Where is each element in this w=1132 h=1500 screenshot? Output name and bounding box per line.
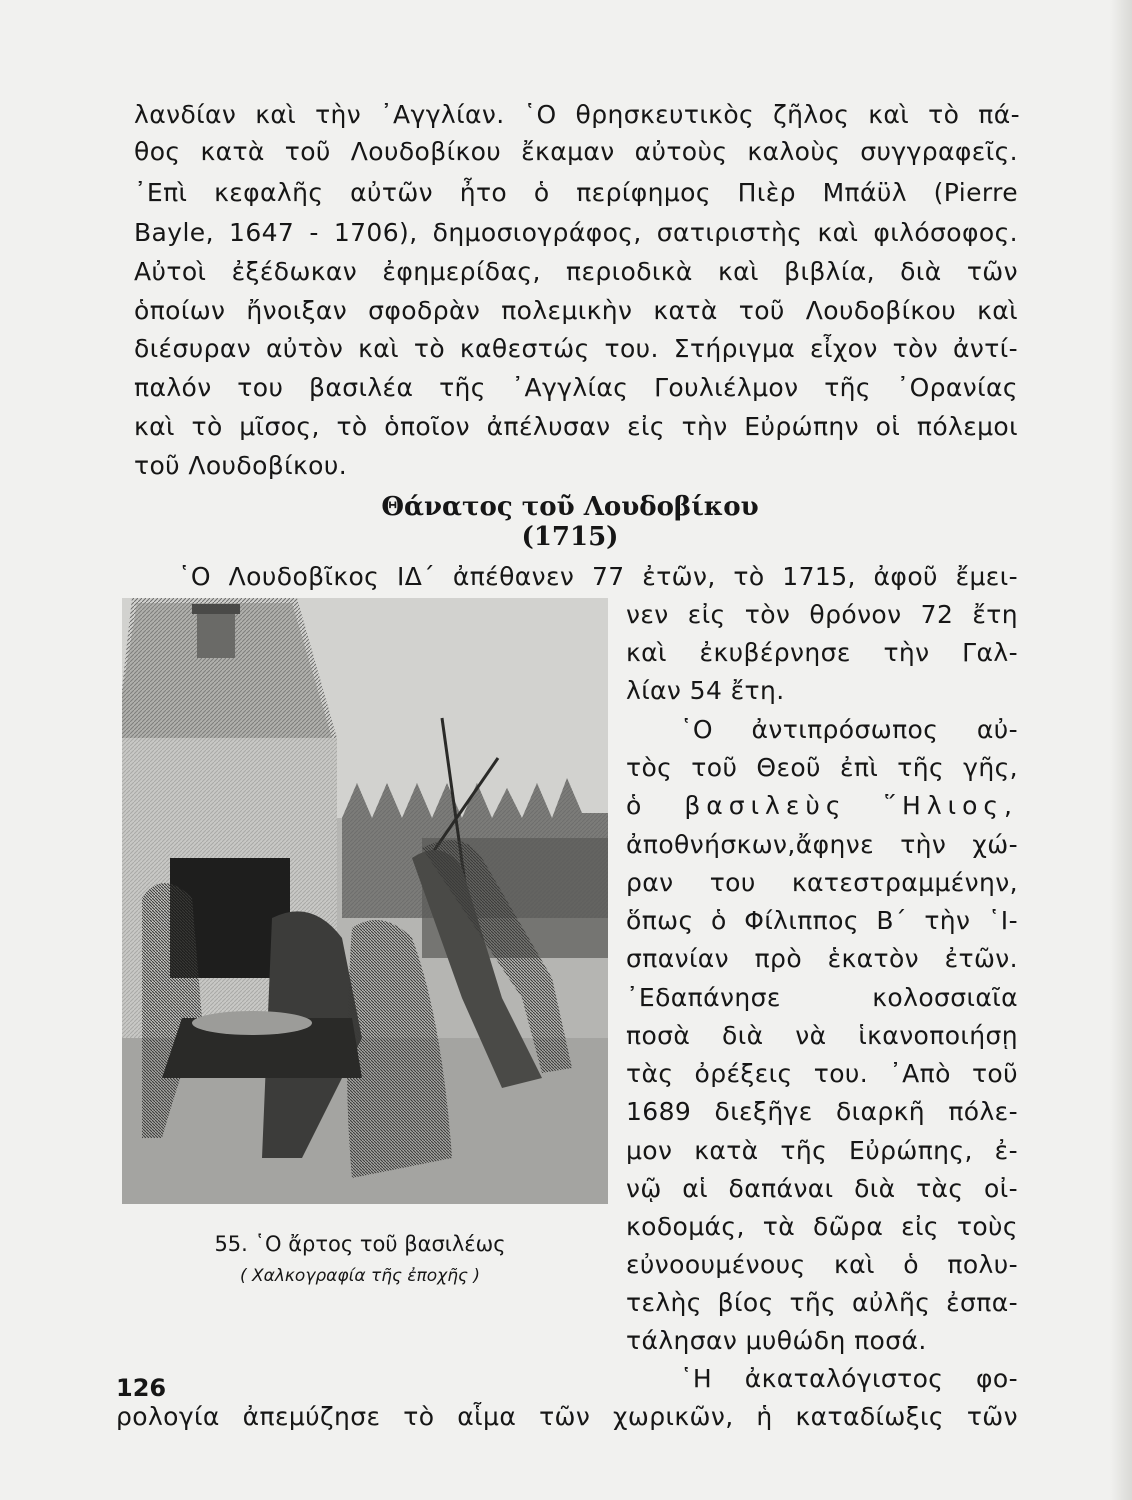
text-line: ρολογία ἀπεμύζησε τὸ αἷμα τῶν χωρικῶν, ἡ καταδίωξις τῶν xyxy=(116,1402,1018,1431)
text-line: ᾿Επὶ κεφαλῆς αὐτῶν ἦτο ὁ περίφημος Πιὲρ Μπάϋλ (Pierre xyxy=(134,178,1018,207)
text-line: τελὴς βίος τῆς αὐλῆς ἐσπα- xyxy=(626,1288,1018,1317)
figure-caption: 55. ῾Ο ἄρτος τοῦ βασιλέως xyxy=(214,1232,506,1256)
text-line: διέσυραν αὐτὸν καὶ τὸ καθεστώς του. Στήριγμα εἶχον τὸν ἀντί- xyxy=(134,334,1018,363)
text-line: Bayle, 1647 - 1706), δημοσιογράφος, σατιριστὴς καὶ φιλόσοφος. xyxy=(134,218,1018,247)
text-line: ὅπως ὁ Φίλιππος Β΄ τὴν ῾Ι- xyxy=(626,906,1018,935)
text-line: ποσὰ διὰ νὰ ἱκανοποιήσῃ xyxy=(626,1021,1018,1050)
text-line: 1689 διεξῆγε διαρκῆ πόλε- xyxy=(626,1097,1018,1126)
text-line: τάλησαν μυθώδη ποσά. xyxy=(626,1326,927,1355)
text-line: τὸς τοῦ Θεοῦ ἐπὶ τῆς γῆς, xyxy=(626,753,1018,782)
text-line: σπανίαν πρὸ ἑκατὸν ἐτῶν. xyxy=(626,944,1018,973)
text-line: ῾Ο Λουδοβῖκος ΙΔ΄ ἀπέθανεν 77 ἐτῶν, τὸ 1715, ἀφοῦ ἔμει- xyxy=(178,562,1018,591)
engraving-figure xyxy=(122,598,608,1204)
text-line: λανδίαν καὶ τὴν ᾿Αγγλίαν. ῾Ο θρησκευτικὸς ζῆλος καὶ τὸ πά- xyxy=(134,100,1020,129)
text-line: ραν του κατεστραμμένην, xyxy=(626,868,1018,897)
page-edge-shadow xyxy=(1110,0,1132,1500)
text-line: νῷ αἱ δαπάναι διὰ τὰς οἰ- xyxy=(626,1174,1018,1203)
text-line: τὰς ὀρέξεις του. ᾿Απὸ τοῦ xyxy=(626,1059,1018,1088)
text-line: λίαν 54 ἔτη. xyxy=(626,676,785,705)
text-line: καὶ ἐκυβέρνησε τὴν Γαλ- xyxy=(626,638,1018,667)
figure-subcaption: ( Χαλκογραφία τῆς ἐποχῆς ) xyxy=(239,1266,481,1286)
text-line: ᾿Εδαπάνησε κολοσσιαῖα xyxy=(626,983,1018,1012)
text-line: κοδομάς, τὰ δῶρα εἰς τοὺς xyxy=(626,1212,1018,1241)
text-line: ῾Η ἀκαταλόγιστος φο- xyxy=(680,1364,1018,1393)
text-line: εὐνοουμένους καὶ ὁ πολυ- xyxy=(626,1250,1018,1279)
text-line: νεν εἰς τὸν θρόνον 72 ἔτη xyxy=(626,600,1018,629)
page-number: 126 xyxy=(116,1374,167,1402)
text-line: ῾Ο ἀντιπρόσωπος αὐ- xyxy=(680,715,1018,744)
text-line: καὶ τὸ μῖσος, τὸ ὁποῖον ἀπέλυσαν εἰς τὴν Εὐρώπην οἱ πόλεμοι xyxy=(134,412,1018,441)
text-line: ὁποίων ἤνοιξαν σφοδρὰν πολεμικὴν κατὰ τοῦ Λουδοβίκου καὶ xyxy=(134,296,1018,325)
text-line: μον κατὰ τῆς Εὐρώπης, ἐ- xyxy=(626,1136,1018,1165)
text-line: θος κατὰ τοῦ Λουδοβίκου ἔκαμαν αὐτοὺς καλοὺς συγγραφεῖς. xyxy=(134,137,1018,166)
text-line: ἀποθνήσκων,ἄφηνε τὴν χώ- xyxy=(626,830,1018,859)
engraving-illustration xyxy=(122,598,608,1204)
text-line: Αὐτοὶ ἐξέδωκαν ἐφημερίδας, περιοδικὰ καὶ βιβλία, διὰ τῶν xyxy=(134,257,1018,286)
text-line: τοῦ Λουδοβίκου. xyxy=(134,451,348,480)
section-title: Θάνατος τοῦ Λουδοβίκου (1715) xyxy=(381,492,759,552)
text-line: ὁ βασιλεὺς ῞Ηλιος, xyxy=(626,791,1018,820)
text-line: παλόν του βασιλέα τῆς ᾿Αγγλίας Γουλιέλμον τῆς ᾿Ορανίας xyxy=(134,373,1018,402)
